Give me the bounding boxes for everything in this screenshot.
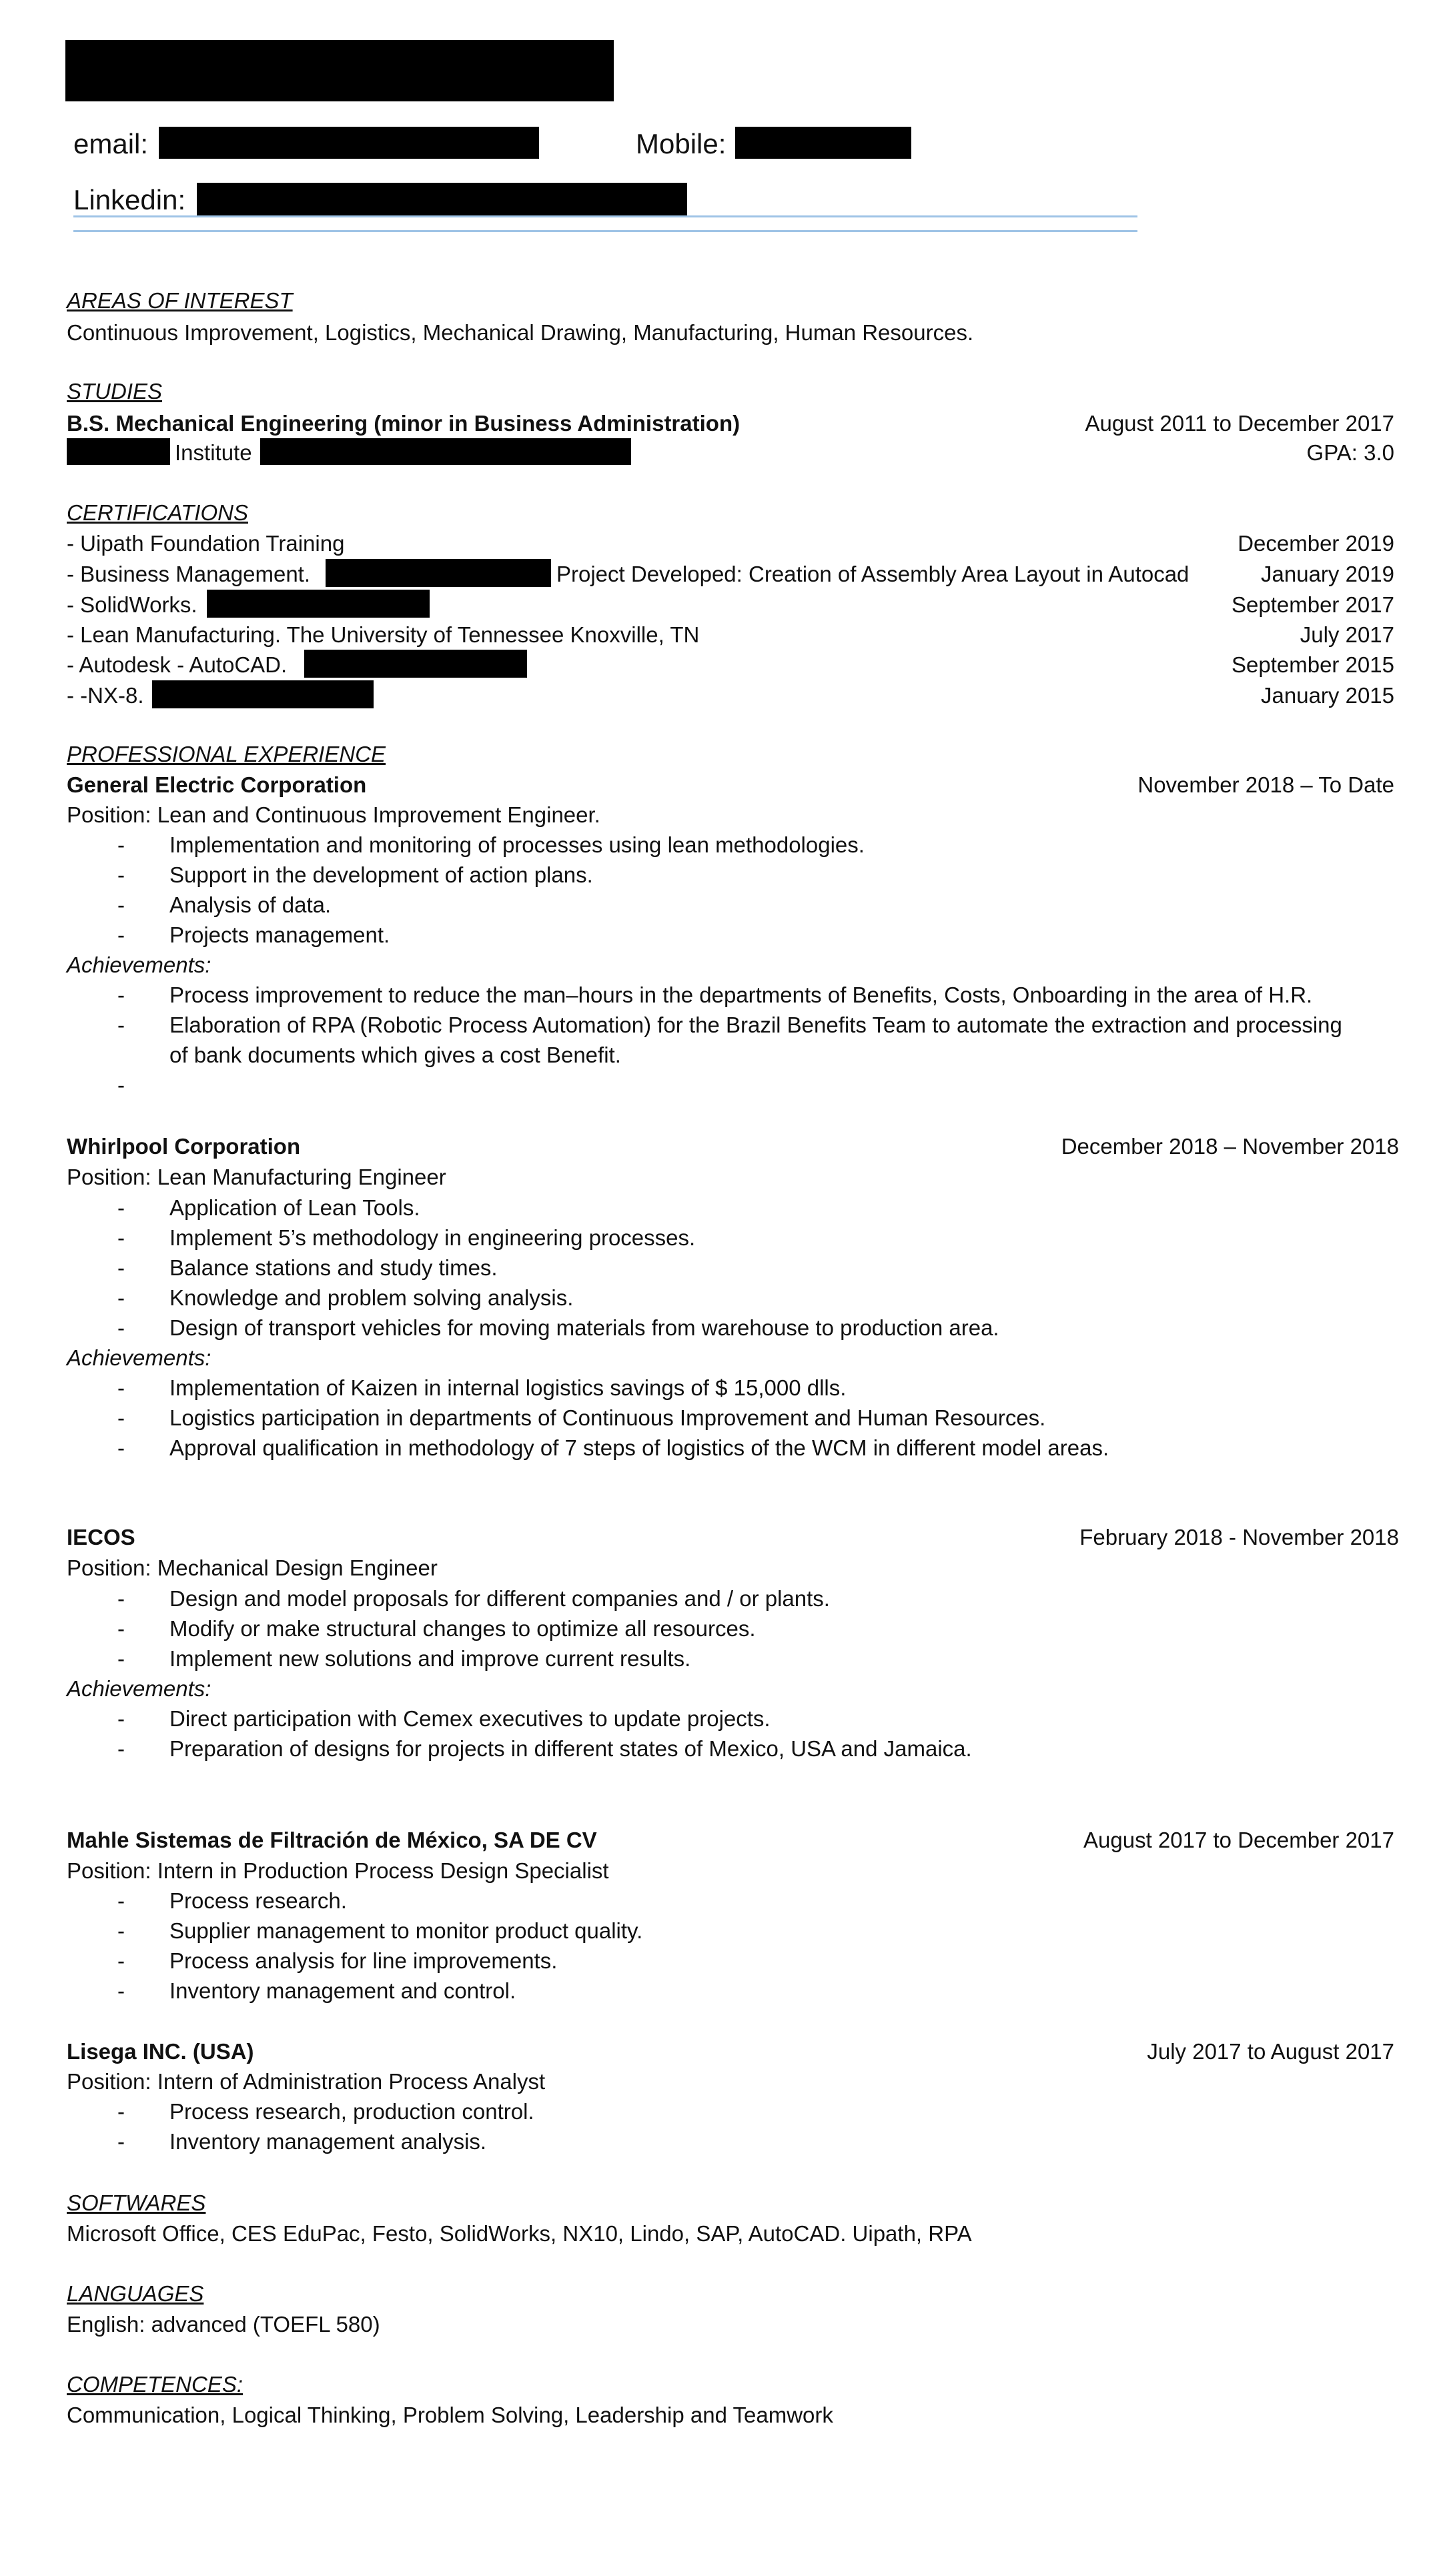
bullet-dash: - [117, 1375, 125, 1400]
competences-text: Communication, Logical Thinking, Problem Solving, Leadership and Teamwork [67, 2403, 833, 2427]
areas-heading: AREAS OF INTEREST [67, 288, 293, 313]
company-name: Lisega INC. (USA) [67, 2039, 254, 2064]
bullet-dash: - [117, 1195, 125, 1220]
job-position: Position: Intern of Administration Process Analyst [67, 2069, 546, 2094]
duty-item: Knowledge and problem solving analysis. [169, 1285, 574, 1310]
bullet-dash: - [117, 1736, 125, 1761]
cert-item: - -NX-8. [67, 683, 144, 708]
redacted-cert-autocad [304, 650, 527, 678]
cert-date: January 2015 [1261, 683, 1394, 708]
linkedin-label: Linkedin: [73, 184, 186, 215]
duty-item: Process research, production control. [169, 2099, 534, 2124]
achievement-item: Preparation of designs for projects in different states of Mexico, USA and Jamaica. [169, 1736, 972, 1761]
bullet-dash: - [117, 1285, 125, 1310]
bullet-dash: - [117, 1646, 125, 1671]
redacted-name [65, 40, 614, 101]
softwares-heading: SOFTWARES [67, 2190, 206, 2215]
degree-title: B.S. Mechanical Engineering (minor in Business Administration) [67, 411, 741, 436]
job-dates: November 2018 – To Date [1137, 772, 1394, 797]
company-name: Whirlpool Corporation [67, 1134, 301, 1159]
bullet-dash: - [117, 862, 125, 887]
languages-heading: LANGUAGES [67, 2281, 204, 2306]
duty-item: Process research. [169, 1888, 347, 1913]
redacted-cert-solidworks [207, 590, 430, 618]
institute-label: Institute [175, 440, 252, 465]
duty-item: Process analysis for line improvements. [169, 1948, 558, 1973]
bullet-dash: - [117, 1073, 125, 1097]
job-position: Position: Lean Manufacturing Engineer [67, 1165, 446, 1189]
achievement-item-continued: of bank documents which gives a cost Benefit. [169, 1043, 621, 1067]
achievements-label: Achievements: [67, 1345, 211, 1370]
achievements-label: Achievements: [67, 952, 211, 977]
cert-item: - SolidWorks. [67, 592, 197, 617]
company-name: Mahle Sistemas de Filtración de México, SA DE CV [67, 1828, 597, 1852]
duty-item: Supplier management to monitor product quality. [169, 1918, 643, 1943]
cert-item: - Uipath Foundation Training [67, 531, 345, 556]
duty-item: Balance stations and study times. [169, 1255, 498, 1280]
job-position: Position: Lean and Continuous Improvement Engineer. [67, 802, 600, 827]
redacted-linkedin [197, 183, 687, 216]
duty-item: Analysis of data. [169, 892, 332, 917]
cert-item-extra: Project Developed: Creation of Assembly Area Layout in Autocad [556, 562, 1189, 586]
redacted-institute-name [260, 438, 631, 465]
duty-item: Design and model proposals for different companies and / or plants. [169, 1586, 830, 1611]
languages-text: English: advanced (TOEFL 580) [67, 2312, 380, 2337]
company-name: General Electric Corporation [67, 772, 367, 797]
duty-item: Modify or make structural changes to optimize all resources. [169, 1616, 756, 1641]
job-dates: July 2017 to August 2017 [1147, 2039, 1394, 2064]
duty-item: Support in the development of action plans. [169, 862, 593, 887]
job-dates: August 2017 to December 2017 [1083, 1828, 1394, 1852]
job-dates: February 2018 - November 2018 [1079, 1525, 1399, 1549]
bullet-dash: - [117, 1586, 125, 1611]
cert-date: December 2019 [1238, 531, 1394, 556]
experience-heading: PROFESSIONAL EXPERIENCE [67, 742, 386, 766]
duty-item: Implementation and monitoring of processes using lean methodologies. [169, 832, 865, 857]
bullet-dash: - [117, 2099, 125, 2124]
bullet-dash: - [117, 1435, 125, 1460]
bullet-dash: - [117, 1315, 125, 1340]
duty-item: Implement 5’s methodology in engineering processes. [169, 1225, 696, 1250]
cert-item: - Business Management. [67, 562, 311, 586]
cert-date: September 2015 [1231, 652, 1394, 677]
bullet-dash: - [117, 1706, 125, 1731]
areas-text: Continuous Improvement, Logistics, Mechanical Drawing, Manufacturing, Human Resources. [67, 320, 974, 345]
bullet-dash: - [117, 1978, 125, 2003]
redacted-cert-business [326, 559, 551, 587]
duty-item: Implement new solutions and improve current results. [169, 1646, 691, 1671]
email-label: email: [73, 128, 149, 159]
job-position: Position: Mechanical Design Engineer [67, 1555, 438, 1580]
redacted-mobile [735, 127, 911, 159]
job-dates: December 2018 – November 2018 [1061, 1134, 1399, 1159]
achievement-item: Approval qualification in methodology of 7 steps of logistics of the WCM in different model areas. [169, 1435, 1109, 1460]
mobile-label: Mobile: [636, 128, 727, 159]
bullet-dash: - [117, 1255, 125, 1280]
cert-item: - Lean Manufacturing. The University of Tennessee Knoxville, TN [67, 622, 700, 647]
bullet-dash: - [117, 892, 125, 917]
cert-date: January 2019 [1261, 562, 1394, 586]
company-name: IECOS [67, 1525, 135, 1549]
certifications-heading: CERTIFICATIONS [67, 500, 248, 525]
gpa: GPA: 3.0 [1306, 440, 1394, 465]
achievement-item: Elaboration of RPA (Robotic Process Automation) for the Brazil Benefits Team to automate the extraction and processing [169, 1013, 1342, 1037]
redacted-institute-prefix [67, 438, 170, 465]
bullet-dash: - [117, 1888, 125, 1913]
studies-heading: STUDIES [67, 379, 163, 404]
bullet-dash: - [117, 832, 125, 857]
duty-item: Inventory management analysis. [169, 2129, 487, 2154]
redacted-email [159, 127, 539, 159]
cert-item: - Autodesk - AutoCAD. [67, 652, 288, 677]
softwares-text: Microsoft Office, CES EduPac, Festo, SolidWorks, NX10, Lindo, SAP, AutoCAD. Uipath, RPA [67, 2221, 972, 2246]
achievement-item: Implementation of Kaizen in internal logistics savings of $ 15,000 dlls. [169, 1375, 847, 1400]
bullet-dash: - [117, 1948, 125, 1973]
achievement-item: Direct participation with Cemex executives to update projects. [169, 1706, 771, 1731]
bullet-dash: - [117, 2129, 125, 2154]
header-rule-2 [73, 230, 1137, 232]
bullet-dash: - [117, 1013, 125, 1037]
bullet-dash: - [117, 1918, 125, 1943]
degree-dates: August 2011 to December 2017 [1085, 411, 1394, 436]
duty-item: Application of Lean Tools. [169, 1195, 420, 1220]
duty-item: Inventory management and control. [169, 1978, 516, 2003]
achievement-item: Process improvement to reduce the man–hours in the departments of Benefits, Costs, Onboarding in the area of H.R. [169, 983, 1313, 1007]
duty-item: Design of transport vehicles for moving materials from warehouse to production area. [169, 1315, 999, 1340]
cert-date: September 2017 [1231, 592, 1394, 617]
bullet-dash: - [117, 922, 125, 947]
redacted-cert-nx8 [152, 680, 374, 708]
bullet-dash: - [117, 983, 125, 1007]
bullet-dash: - [117, 1405, 125, 1430]
bullet-dash: - [117, 1225, 125, 1250]
job-position: Position: Intern in Production Process Design Specialist [67, 1858, 609, 1883]
duty-item: Projects management. [169, 922, 390, 947]
achievement-item: Logistics participation in departments of Continuous Improvement and Human Resources. [169, 1405, 1046, 1430]
competences-heading: COMPETENCES: [67, 2372, 244, 2397]
header-rule-1 [73, 215, 1137, 217]
achievements-label: Achievements: [67, 1676, 211, 1701]
bullet-dash: - [117, 1616, 125, 1641]
cert-date: July 2017 [1300, 622, 1394, 647]
